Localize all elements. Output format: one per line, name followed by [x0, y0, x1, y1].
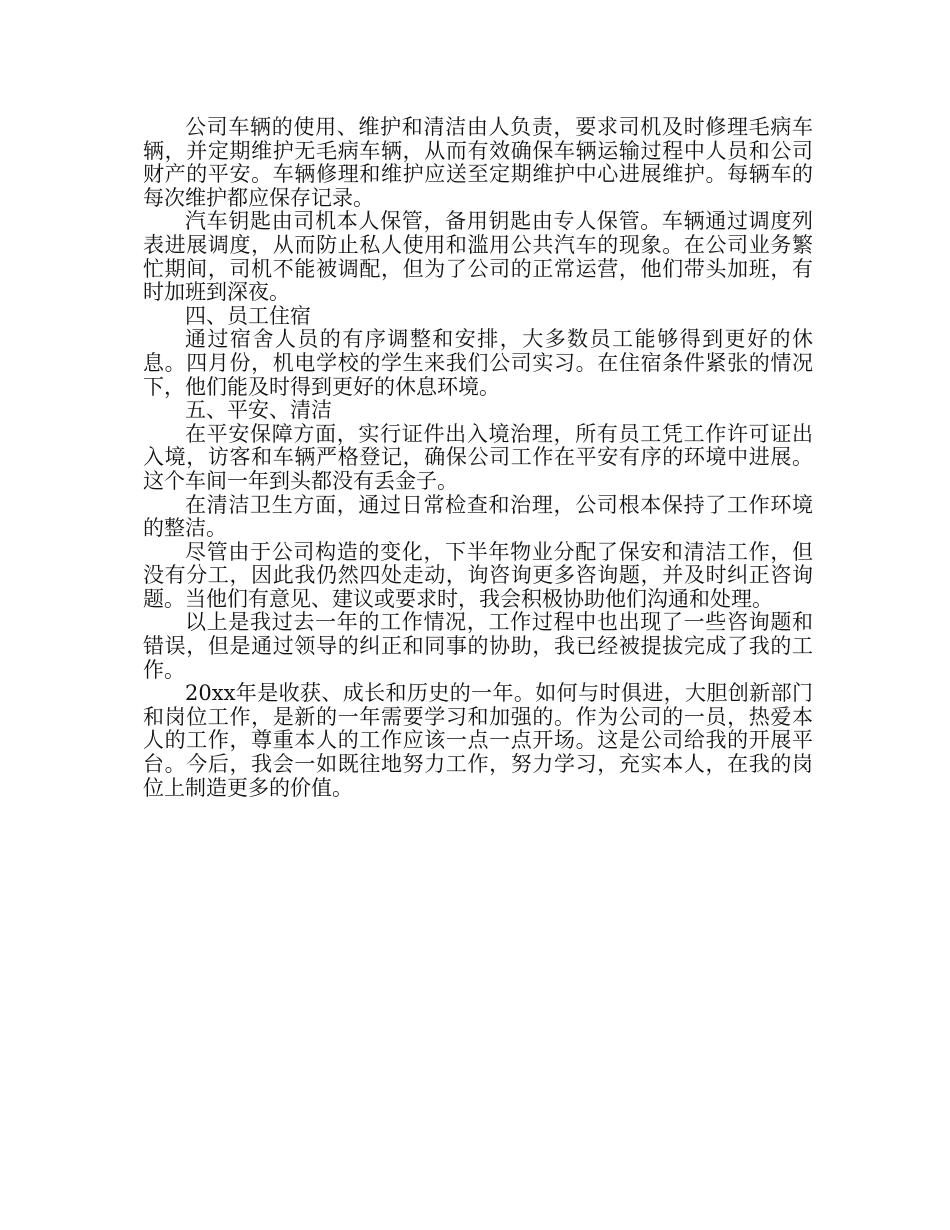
- paragraph-vehicle-maintenance: 公司车辆的使用、维护和清洁由人负责，要求司机及时修理毛病车辆，并定期维护无毛病车辆，从而有效确保车辆运输过程中人员和公司财产的平安。车辆修理和维护应送至定期维护中心进展维护。每辆车的每次维护都应保存记录。: [143, 115, 813, 210]
- paragraph-outlook: 20xx年是收获、成长和历史的一年。如何与时俱进，大胆创新部门和岗位工作，是新的一年需要学习和加强的。作为公司的一员，热爱本人的工作，尊重本人的工作应该一点一点开场。这是公司给我的开展平台。今后，我会一如既往地努力工作，努力学习，充实本人，在我的岗位上制造更多的价值。: [143, 681, 813, 800]
- paragraph-safety: 在平安保障方面，实行证件出入境治理，所有员工凭工作许可证出入境，访客和车辆严格登记，确保公司工作在平安有序的环境中进展。这个车间一年到头都没有丢金子。: [143, 421, 813, 493]
- paragraph-summary: 以上是我过去一年的工作情况，工作过程中也出现了一些咨询题和错误，但是通过领导的纠正和同事的协助，我已经被提拔完成了我的工作。: [143, 610, 813, 682]
- paragraph-vehicle-keys: 汽车钥匙由司机本人保管，备用钥匙由专人保管。车辆通过调度列表进展调度，从而防止私人使用和滥用公共汽车的现象。在公司业务繁忙期间，司机不能被调配，但为了公司的正常运营，他们带头加班，有时加班到深夜。: [143, 209, 813, 305]
- paragraph-structure-change: 尽管由于公司构造的变化，下半年物业分配了保安和清洁工作，但没有分工，因此我仍然四处走动，询咨询更多咨询题，并及时纠正咨询题。当他们有意见、建议或要求时，我会积极协助他们沟通和处理。: [143, 539, 813, 611]
- section-heading-safety-cleaning: 五、平安、清洁: [185, 398, 332, 423]
- document-body: [143, 116, 813, 800]
- section-heading-accommodation: 四、员工住宿: [185, 303, 311, 328]
- paragraph-accommodation: 通过宿舍人员的有序调整和安排，大多数员工能够得到更好的休息。四月份，机电学校的学生来我们公司实习。在住宿条件紧张的情况下，他们能及时得到更好的休息环境。: [143, 327, 813, 399]
- paragraph-cleaning: 在清洁卫生方面，通过日常检查和治理，公司根本保持了工作环境的整洁。: [143, 492, 813, 541]
